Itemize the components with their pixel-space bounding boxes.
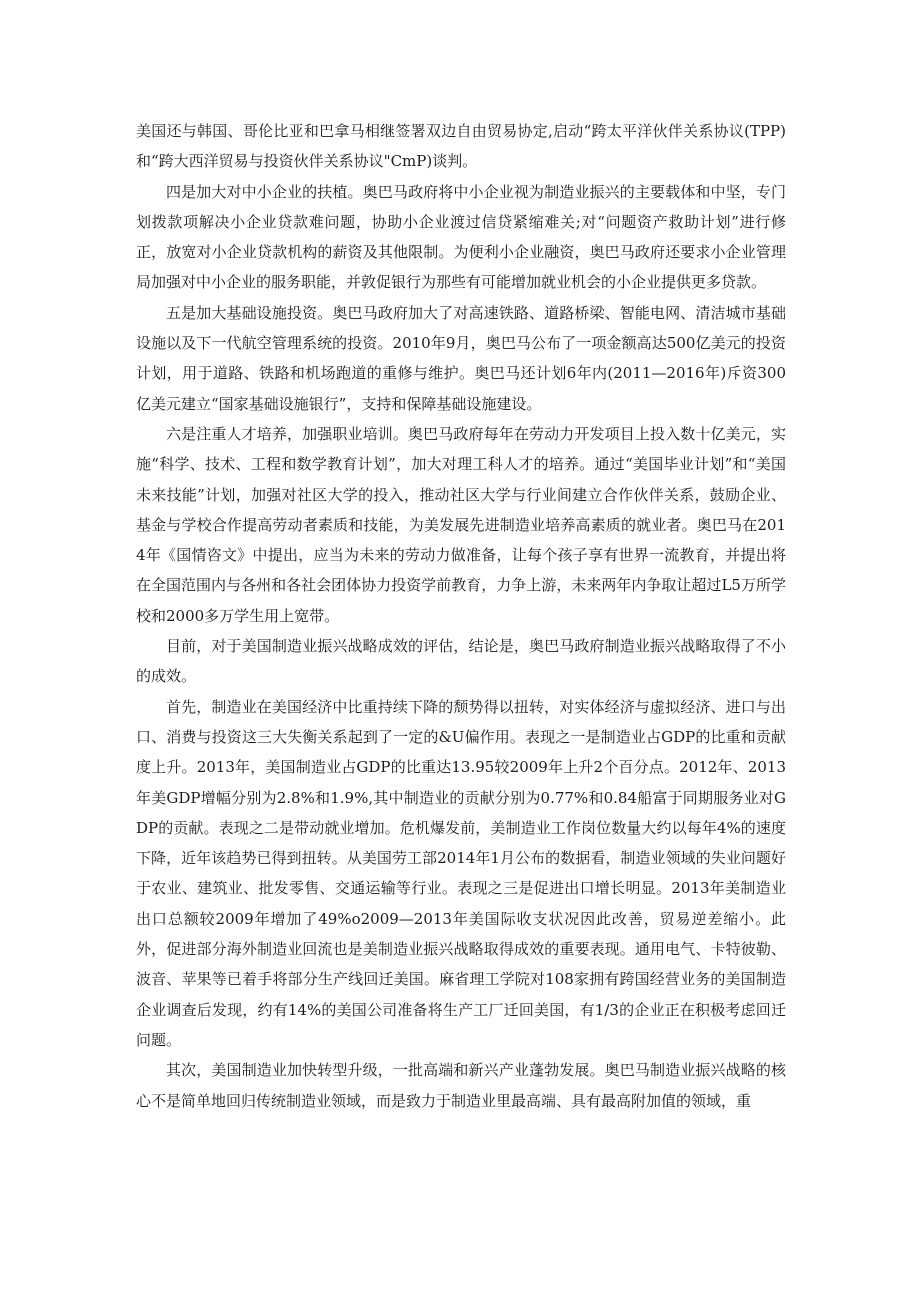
document-body (136, 116, 786, 1116)
paragraph-first-outcome: 首先，制造业在美国经济中比重持续下降的颓势得以扭转，对实体经济与虚拟经济、进口与出口、消费与投资这三大失衡关系起到了一定的&U偏作用。表现之一是制造业占GDP的比重和贡献度上升。2013年，美国制造业占GDP的比重达13.95较2009年上升2个百分点。2012年、2013年美GDP增幅分别为2.8%和1.9%,其中制造业的贡献分别为0.77%和0.84船富于同期服务业对GDP的贡献。表现之二是带动就业增加。危机爆发前，美制造业工作岗位数量大约以每年4%的速度下降，近年该趋势已得到扭转。从美国劳工部2014年1月公布的数据看，制造业领域的失业问题好于农业、建筑业、批发零售、交通运输等行业。表现之三是促进出口增长明显。2013年美制造业出口总额较2009年增加了49%o2009—2013年美国际收支状况因此改善，贸易逆差缩小。此外，促进部分海外制造业回流也是美制造业振兴战略取得成效的重要表现。通用电气、卡特彼勒、波音、苹果等已着手将部分生产线回迁美国。麻省理工学院对108家拥有跨国经营业务的美国制造企业调查后发现，约有14%的美国公司准备将生产工厂迁回美国，有1/3的企业正在积极考虑回迁问题。 (136, 697, 786, 1049)
paragraph-talent-training: 六是注重人才培养，加强职业培训。奥巴马政府每年在劳动力开发项目上投入数十亿美元，实施“科学、技术、工程和数学教育计划”，加大对理工科人才的培养。通过“美国毕业计划”和“美国未来技能”计划，加强对社区大学的投入，推动社区大学与行业间建立合作伙伴关系，鼓励企业、基金与学校合作提高劳动者素质和技能，为美发展先进制造业培养高素质的就业者。奥巴马在2014年《国情咨文》中提出，应当为未来的劳动力做准备，让每个孩子享有世界一流教育，并提出将在全国范围内与各州和各社会团体协力投资学前教育，力争上游，未来两年内争取让超过L5万所学校和2000多万学生用上宽带。 (136, 424, 786, 625)
paragraph-assessment: 目前，对于美国制造业振兴战略成效的评估，结论是，奥巴马政府制造业振兴战略取得了不小的成效。 (136, 637, 786, 686)
paragraph-trade-agreements: 美国还与韩国、哥伦比亚和巴拿马相继签署双边自由贸易协定,启动“跨太平洋伙伴关系协议(TPP)和“跨大西洋贸易与投资伙伴关系协议"CmP)谈判。 (136, 122, 786, 171)
paragraph-small-business: 四是加大对中小企业的扶植。奥巴马政府将中小企业视为制造业振兴的主要载体和中坚，专门划拨款项解决小企业贷款难问题，协助小企业渡过信贷紧缩难关;对“问题资产救助计划”进行修正，放宽对小企业贷款机构的薪资及其他限制。为便利小企业融资，奥巴马政府还要求小企业管理局加强对中小企业的服务职能，并敦促银行为那些有可能增加就业机会的小企业提供更多贷款。 (136, 182, 786, 292)
paragraph-infrastructure: 五是加大基础设施投资。奥巴马政府加大了对高速铁路、道路桥梁、智能电网、清洁城市基础设施以及下一代航空管理系统的投资。2010年9月，奥巴马公布了一项金额高达500亿美元的投资计划，用于道路、铁路和机场跑道的重修与维护。奥巴马还计划6年内(2011—2016年)斥资300亿美元建立“国家基础设施银行”，支持和保障基础设施建设。 (136, 303, 786, 413)
paragraph-second-outcome: 其次，美国制造业加快转型升级，一批高端和新兴产业蓬勃发展。奥巴马制造业振兴战略的核心不是简单地回归传统制造业领域，而是致力于制造业里最高端、具有最高附加值的领域，重 (136, 1061, 786, 1110)
